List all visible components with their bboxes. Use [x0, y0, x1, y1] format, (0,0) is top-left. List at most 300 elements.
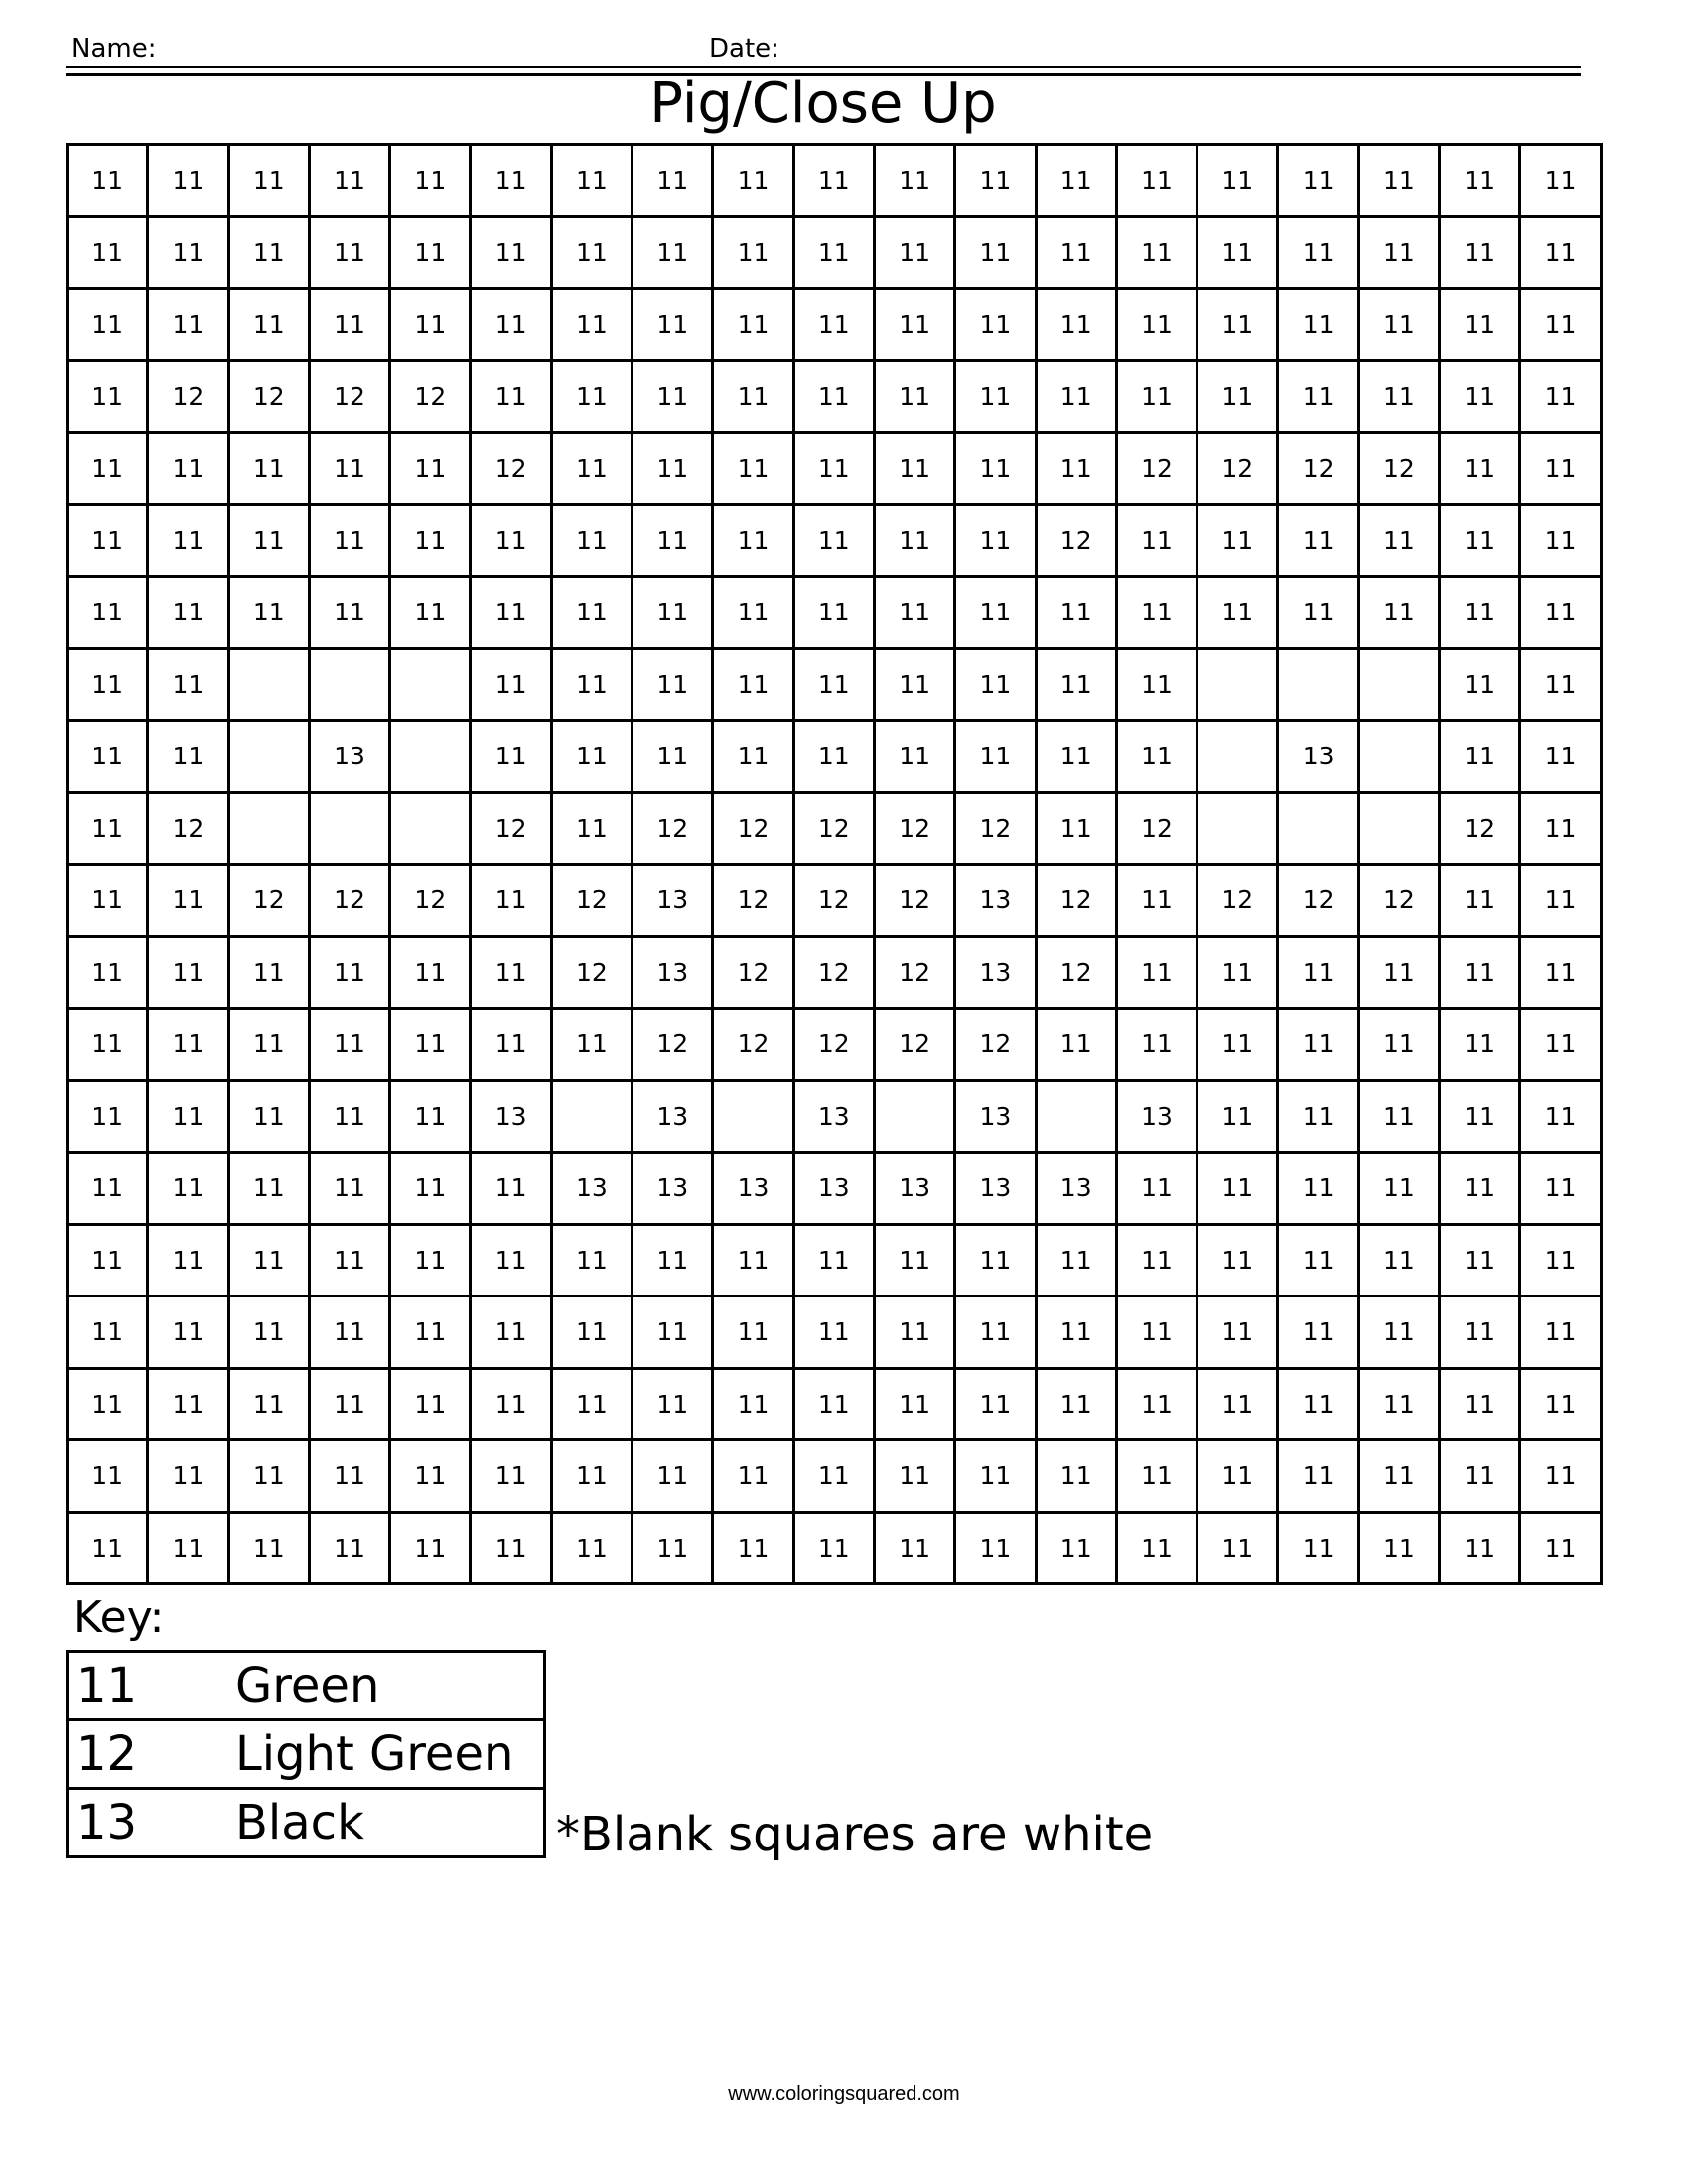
grid-cell: 11 — [309, 1368, 389, 1440]
grid-cell: 11 — [1358, 289, 1439, 361]
grid-cell: 11 — [713, 360, 793, 433]
grid-cell: 11 — [471, 504, 551, 577]
grid-cell: 11 — [1440, 1368, 1520, 1440]
grid-cell: 11 — [1358, 1224, 1439, 1297]
header-row — [66, 30, 1581, 69]
grid-cell: 11 — [390, 1512, 471, 1584]
grid-cell: 11 — [148, 216, 228, 289]
grid-row — [68, 504, 1602, 577]
grid-cell: 11 — [713, 1297, 793, 1369]
grid-cell: 12 — [1358, 433, 1439, 505]
grid-cell: 12 — [793, 936, 874, 1009]
grid-cell: 11 — [633, 721, 713, 793]
grid-cell: 11 — [1197, 1224, 1278, 1297]
grid-cell: 11 — [309, 1009, 389, 1081]
grid-cell: 11 — [1278, 1080, 1358, 1153]
grid-cell: 11 — [1440, 577, 1520, 649]
grid-cell: 12 — [793, 792, 874, 865]
grid-cell: 11 — [1520, 792, 1601, 865]
grid-cell: 11 — [1036, 1009, 1116, 1081]
grid-cell: 11 — [1197, 1009, 1278, 1081]
grid-cell: 11 — [955, 1297, 1036, 1369]
grid-cell: 11 — [471, 721, 551, 793]
grid-cell: 11 — [874, 648, 954, 721]
grid-cell: 11 — [793, 504, 874, 577]
grid-cell: 13 — [713, 1153, 793, 1225]
grid-cell — [1197, 792, 1278, 865]
grid-cell: 11 — [713, 289, 793, 361]
grid-cell: 12 — [551, 936, 632, 1009]
grid-cell: 11 — [793, 1512, 874, 1584]
grid-cell: 11 — [228, 289, 309, 361]
grid-cell: 11 — [1197, 1368, 1278, 1440]
grid-cell: 11 — [148, 1297, 228, 1369]
grid-cell: 13 — [633, 936, 713, 1009]
grid-cell: 11 — [1520, 1368, 1601, 1440]
page-title: Pig/Close Up — [649, 71, 997, 136]
grid-cell: 11 — [390, 1153, 471, 1225]
grid-row — [68, 1153, 1602, 1225]
grid-cell: 11 — [390, 1009, 471, 1081]
grid-cell: 11 — [793, 1440, 874, 1513]
grid-cell: 11 — [1520, 936, 1601, 1009]
grid-cell: 11 — [148, 721, 228, 793]
grid-cell: 11 — [309, 1440, 389, 1513]
grid-cell: 12 — [713, 865, 793, 937]
grid-cell: 11 — [1036, 145, 1116, 217]
grid-cell: 11 — [228, 1512, 309, 1584]
grid-cell: 11 — [1358, 936, 1439, 1009]
grid-cell: 11 — [1520, 1153, 1601, 1225]
grid-cell: 11 — [148, 289, 228, 361]
grid-cell: 11 — [633, 360, 713, 433]
grid-cell: 11 — [955, 1512, 1036, 1584]
key-color-name: Light Green — [235, 1720, 545, 1789]
grid-cell: 11 — [68, 504, 148, 577]
grid-cell: 11 — [1116, 936, 1196, 1009]
grid-cell: 11 — [68, 433, 148, 505]
grid-cell: 11 — [1520, 721, 1601, 793]
grid-cell: 11 — [1358, 504, 1439, 577]
grid-cell: 11 — [1278, 216, 1358, 289]
grid-cell: 11 — [1278, 145, 1358, 217]
grid-cell: 11 — [68, 577, 148, 649]
grid-cell: 11 — [713, 1368, 793, 1440]
grid-cell: 11 — [713, 721, 793, 793]
grid-cell: 11 — [471, 936, 551, 1009]
grid-cell: 11 — [148, 1080, 228, 1153]
grid-cell: 11 — [551, 792, 632, 865]
key-color-name: Black — [235, 1789, 545, 1857]
grid-row — [68, 1224, 1602, 1297]
grid-cell: 11 — [309, 1153, 389, 1225]
color-key-table — [66, 1650, 546, 1858]
grid-cell: 13 — [955, 865, 1036, 937]
grid-cell: 11 — [390, 1224, 471, 1297]
grid-cell: 11 — [1116, 1512, 1196, 1584]
grid-cell: 11 — [148, 433, 228, 505]
grid-cell: 11 — [1520, 360, 1601, 433]
grid-cell — [228, 721, 309, 793]
grid-cell: 11 — [1036, 1297, 1116, 1369]
grid-cell: 11 — [68, 1297, 148, 1369]
grid-cell: 13 — [633, 1080, 713, 1153]
grid-cell: 11 — [1116, 1440, 1196, 1513]
grid-cell: 11 — [309, 1080, 389, 1153]
grid-cell: 11 — [471, 577, 551, 649]
grid-cell: 11 — [1440, 1512, 1520, 1584]
grid-cell: 11 — [68, 216, 148, 289]
grid-cell — [390, 721, 471, 793]
grid-cell: 11 — [1440, 1440, 1520, 1513]
grid-cell: 13 — [633, 1153, 713, 1225]
grid-cell: 11 — [1520, 1440, 1601, 1513]
grid-cell: 11 — [471, 648, 551, 721]
grid-row — [68, 792, 1602, 865]
grid-cell: 11 — [309, 936, 389, 1009]
grid-cell: 11 — [1278, 1153, 1358, 1225]
grid-cell — [309, 792, 389, 865]
grid-cell: 11 — [1278, 1224, 1358, 1297]
grid-cell: 11 — [1278, 1297, 1358, 1369]
grid-cell: 11 — [1278, 577, 1358, 649]
grid-cell: 11 — [1116, 648, 1196, 721]
grid-cell: 12 — [1278, 433, 1358, 505]
grid-cell: 11 — [1440, 289, 1520, 361]
grid-cell: 11 — [1520, 865, 1601, 937]
grid-cell: 11 — [1116, 1009, 1196, 1081]
grid-cell: 11 — [148, 1512, 228, 1584]
grid-cell — [1197, 648, 1278, 721]
grid-row — [68, 648, 1602, 721]
grid-cell: 11 — [390, 433, 471, 505]
grid-cell: 11 — [1116, 1153, 1196, 1225]
grid-cell: 11 — [1440, 1009, 1520, 1081]
grid-cell: 11 — [874, 216, 954, 289]
grid-cell: 12 — [1197, 865, 1278, 937]
grid-cell: 11 — [1197, 1297, 1278, 1369]
grid-cell: 11 — [1116, 1297, 1196, 1369]
grid-cell: 12 — [551, 865, 632, 937]
grid-cell: 11 — [713, 1224, 793, 1297]
grid-cell — [874, 1080, 954, 1153]
grid-cell: 11 — [68, 1440, 148, 1513]
grid-cell: 11 — [1440, 216, 1520, 289]
key-row — [68, 1720, 545, 1789]
grid-cell: 11 — [68, 792, 148, 865]
grid-cell: 11 — [551, 577, 632, 649]
grid-cell — [228, 792, 309, 865]
grid-cell: 13 — [1036, 1153, 1116, 1225]
grid-cell: 13 — [1278, 721, 1358, 793]
grid-cell: 11 — [874, 1440, 954, 1513]
grid-cell: 11 — [1197, 1512, 1278, 1584]
grid-cell: 12 — [1116, 792, 1196, 865]
grid-cell: 11 — [1116, 216, 1196, 289]
grid-row — [68, 865, 1602, 937]
color-by-number-grid — [66, 143, 1603, 1585]
grid-cell: 11 — [471, 360, 551, 433]
grid-cell: 11 — [874, 1368, 954, 1440]
grid-cell: 12 — [471, 433, 551, 505]
grid-cell: 12 — [1358, 865, 1439, 937]
grid-cell: 11 — [1358, 1297, 1439, 1369]
grid-cell: 11 — [1440, 433, 1520, 505]
grid-cell: 11 — [793, 577, 874, 649]
key-number: 13 — [68, 1789, 236, 1857]
grid-cell: 11 — [1036, 1368, 1116, 1440]
grid-cell: 13 — [471, 1080, 551, 1153]
grid-cell: 11 — [390, 145, 471, 217]
grid-cell: 11 — [551, 1224, 632, 1297]
grid-cell: 11 — [68, 1153, 148, 1225]
grid-cell: 11 — [148, 504, 228, 577]
grid-cell: 11 — [471, 1440, 551, 1513]
grid-cell: 12 — [309, 360, 389, 433]
grid-cell: 13 — [551, 1153, 632, 1225]
grid-cell: 12 — [793, 1009, 874, 1081]
grid-cell — [390, 792, 471, 865]
footer-url: www.coloringsquared.com — [728, 2083, 960, 2105]
grid-cell: 11 — [1036, 792, 1116, 865]
grid-cell: 11 — [309, 1224, 389, 1297]
grid-row — [68, 577, 1602, 649]
grid-cell: 12 — [1440, 792, 1520, 865]
key-color-name: Green — [235, 1652, 545, 1720]
grid-cell: 11 — [390, 1440, 471, 1513]
grid-cell: 11 — [633, 1368, 713, 1440]
grid-cell: 11 — [1358, 145, 1439, 217]
grid-cell: 11 — [309, 1512, 389, 1584]
grid-cell: 11 — [1116, 289, 1196, 361]
grid-cell: 11 — [1278, 504, 1358, 577]
grid-cell: 11 — [633, 648, 713, 721]
grid-cell: 11 — [309, 577, 389, 649]
grid-cell: 11 — [309, 216, 389, 289]
grid-cell: 11 — [955, 504, 1036, 577]
grid-cell: 11 — [148, 145, 228, 217]
grid-cell: 11 — [68, 1512, 148, 1584]
grid-cell: 11 — [1197, 289, 1278, 361]
grid-cell: 11 — [793, 360, 874, 433]
grid-cell: 11 — [1440, 145, 1520, 217]
grid-cell: 11 — [1520, 1512, 1601, 1584]
grid-cell: 11 — [228, 504, 309, 577]
grid-cell: 11 — [68, 360, 148, 433]
grid-cell — [551, 1080, 632, 1153]
grid-cell: 11 — [68, 289, 148, 361]
grid-cell: 11 — [1358, 577, 1439, 649]
grid-cell: 11 — [793, 1368, 874, 1440]
date-label: Date: — [709, 34, 779, 64]
grid-cell: 11 — [228, 1009, 309, 1081]
key-row — [68, 1652, 545, 1720]
grid-cell: 11 — [874, 145, 954, 217]
grid-cell: 11 — [148, 1224, 228, 1297]
grid-cell: 11 — [713, 1440, 793, 1513]
grid-cell: 11 — [68, 648, 148, 721]
grid-cell: 12 — [309, 865, 389, 937]
grid-cell: 11 — [68, 1080, 148, 1153]
grid-cell: 12 — [390, 360, 471, 433]
grid-cell: 11 — [551, 1297, 632, 1369]
grid-cell: 12 — [633, 792, 713, 865]
grid-cell: 11 — [1358, 1153, 1439, 1225]
grid-cell: 11 — [1036, 1512, 1116, 1584]
grid-cell: 11 — [390, 1368, 471, 1440]
grid-row — [68, 936, 1602, 1009]
grid-cell: 11 — [1197, 577, 1278, 649]
grid-row — [68, 216, 1602, 289]
grid-row — [68, 1297, 1602, 1369]
grid-row — [68, 1368, 1602, 1440]
grid-cell: 11 — [68, 1009, 148, 1081]
grid-cell: 11 — [874, 433, 954, 505]
grid-cell: 11 — [713, 648, 793, 721]
grid-row — [68, 1080, 1602, 1153]
grid-cell: 11 — [1036, 289, 1116, 361]
grid-cell: 12 — [1116, 433, 1196, 505]
grid-cell: 11 — [955, 216, 1036, 289]
grid-cell: 11 — [1278, 1440, 1358, 1513]
grid-cell: 11 — [471, 289, 551, 361]
grid-cell: 11 — [390, 1297, 471, 1369]
grid-cell: 11 — [1520, 577, 1601, 649]
grid-cell: 11 — [1440, 1080, 1520, 1153]
grid-cell — [1036, 1080, 1116, 1153]
grid-cell: 11 — [1036, 360, 1116, 433]
grid-cell: 11 — [1036, 721, 1116, 793]
grid-cell: 11 — [471, 145, 551, 217]
header-rule-top — [66, 66, 1581, 68]
grid-cell: 11 — [1197, 360, 1278, 433]
grid-cell: 11 — [148, 1153, 228, 1225]
grid-cell: 11 — [228, 216, 309, 289]
grid-cell: 11 — [1358, 1080, 1439, 1153]
grid-cell: 12 — [148, 360, 228, 433]
grid-cell: 11 — [1197, 1080, 1278, 1153]
grid-cell: 11 — [1197, 1440, 1278, 1513]
grid-cell: 11 — [551, 289, 632, 361]
grid-cell: 11 — [471, 865, 551, 937]
grid-row — [68, 289, 1602, 361]
grid-cell: 11 — [1520, 648, 1601, 721]
key-number: 11 — [68, 1652, 236, 1720]
grid-cell: 11 — [713, 216, 793, 289]
grid-cell — [1358, 648, 1439, 721]
grid-cell: 13 — [793, 1153, 874, 1225]
grid-cell: 11 — [713, 577, 793, 649]
grid-cell: 11 — [1116, 865, 1196, 937]
grid-cell: 11 — [1358, 360, 1439, 433]
grid-cell: 11 — [1440, 721, 1520, 793]
grid-cell: 12 — [955, 792, 1036, 865]
grid-cell: 12 — [228, 865, 309, 937]
grid-cell: 11 — [1036, 1440, 1116, 1513]
grid-cell: 11 — [148, 577, 228, 649]
grid-cell: 11 — [793, 648, 874, 721]
grid-cell: 12 — [390, 865, 471, 937]
grid-cell: 11 — [1358, 216, 1439, 289]
grid-cell: 11 — [874, 1512, 954, 1584]
grid-cell: 11 — [471, 216, 551, 289]
grid-cell: 11 — [1520, 504, 1601, 577]
grid-cell: 13 — [1116, 1080, 1196, 1153]
grid-cell: 11 — [551, 360, 632, 433]
grid-cell: 11 — [1440, 360, 1520, 433]
grid-cell: 11 — [955, 289, 1036, 361]
grid-row — [68, 145, 1602, 217]
grid-cell: 11 — [713, 433, 793, 505]
grid-cell: 11 — [1036, 577, 1116, 649]
grid-cell: 12 — [633, 1009, 713, 1081]
grid-cell: 11 — [1278, 1368, 1358, 1440]
grid-cell: 11 — [633, 216, 713, 289]
grid-cell: 11 — [793, 721, 874, 793]
grid-cell: 12 — [1197, 433, 1278, 505]
grid-cell: 11 — [1036, 1224, 1116, 1297]
grid-cell: 11 — [1116, 1368, 1196, 1440]
grid-cell: 11 — [1116, 1224, 1196, 1297]
grid-cell: 11 — [551, 216, 632, 289]
grid-cell: 11 — [68, 145, 148, 217]
grid-cell: 11 — [633, 1440, 713, 1513]
grid-cell: 11 — [955, 360, 1036, 433]
grid-row — [68, 360, 1602, 433]
grid-cell: 11 — [390, 577, 471, 649]
grid-cell: 12 — [713, 936, 793, 1009]
grid-cell: 12 — [874, 792, 954, 865]
grid-cell: 11 — [68, 936, 148, 1009]
grid-cell: 11 — [551, 1512, 632, 1584]
grid-cell: 11 — [551, 721, 632, 793]
grid-cell: 11 — [471, 1297, 551, 1369]
grid-cell: 13 — [793, 1080, 874, 1153]
grid-cell: 11 — [1116, 504, 1196, 577]
grid-cell: 11 — [551, 433, 632, 505]
grid-cell: 12 — [874, 865, 954, 937]
grid-cell: 11 — [68, 865, 148, 937]
grid-cell: 11 — [793, 289, 874, 361]
grid-cell: 11 — [148, 1368, 228, 1440]
grid-cell: 11 — [390, 289, 471, 361]
grid-cell: 12 — [148, 792, 228, 865]
grid-cell: 11 — [551, 648, 632, 721]
grid-cell: 11 — [551, 504, 632, 577]
grid-row — [68, 721, 1602, 793]
grid-cell: 11 — [551, 1368, 632, 1440]
grid-cell: 11 — [1278, 1009, 1358, 1081]
grid-cell: 11 — [955, 1368, 1036, 1440]
grid-cell: 13 — [874, 1153, 954, 1225]
grid-cell: 11 — [955, 433, 1036, 505]
grid-cell: 12 — [1036, 865, 1116, 937]
grid-cell — [1358, 792, 1439, 865]
grid-cell: 11 — [1440, 648, 1520, 721]
grid-cell: 11 — [955, 577, 1036, 649]
grid-cell: 12 — [874, 936, 954, 1009]
grid-cell: 11 — [1520, 216, 1601, 289]
grid-cell: 13 — [955, 1080, 1036, 1153]
grid-cell: 11 — [955, 145, 1036, 217]
grid-cell: 11 — [1197, 1153, 1278, 1225]
grid-cell — [1278, 648, 1358, 721]
grid-cell: 11 — [1278, 1512, 1358, 1584]
grid-cell: 11 — [148, 936, 228, 1009]
grid-cell: 11 — [1116, 145, 1196, 217]
grid-cell: 11 — [1440, 1224, 1520, 1297]
grid-cell: 11 — [390, 504, 471, 577]
